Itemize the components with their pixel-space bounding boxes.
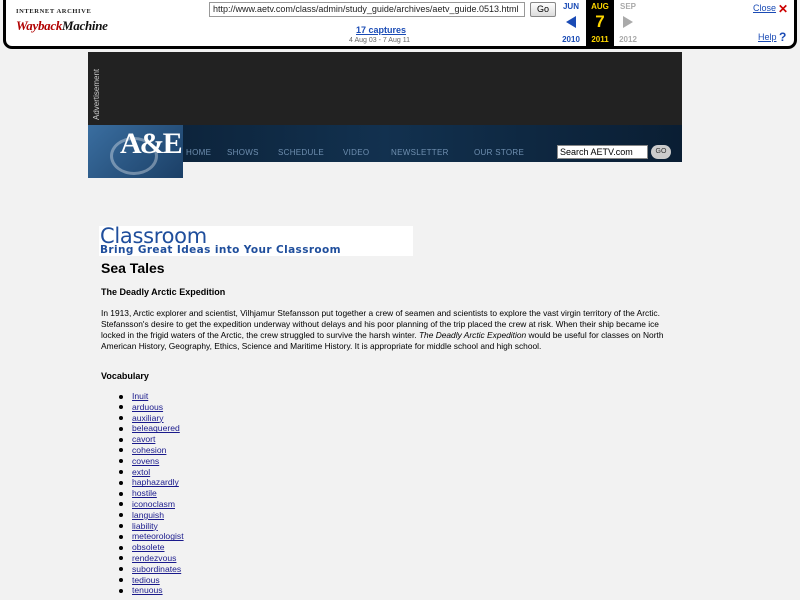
url-input[interactable]: http://www.aetv.com/class/admin/study_guide/archives/aetv_guide.0513.html xyxy=(209,2,525,17)
list-item xyxy=(118,467,184,478)
vocab-link[interactable]: beleaquered xyxy=(132,423,180,434)
vocab-link[interactable]: cavort xyxy=(132,434,156,445)
help-icon[interactable]: ? xyxy=(779,30,787,44)
list-item xyxy=(118,413,184,424)
page-title: Sea Tales xyxy=(101,260,165,276)
vocab-link[interactable]: auxiliary xyxy=(132,412,164,423)
nav-shows[interactable]: SHOWS xyxy=(227,148,259,157)
current-month-label: AUG xyxy=(591,2,609,11)
help-link[interactable]: Help xyxy=(758,32,777,42)
vocab-link[interactable]: extol xyxy=(132,466,151,477)
prev-month-nav[interactable] xyxy=(557,0,585,46)
vocab-link[interactable]: arduous xyxy=(132,401,164,412)
vocabulary-heading: Vocabulary xyxy=(101,371,149,381)
vocab-link[interactable]: tenuous xyxy=(132,585,163,596)
description-episode-italic: The Deadly Arctic Expedition xyxy=(418,330,527,340)
close-link[interactable]: Close xyxy=(753,3,777,13)
close-icon[interactable]: ✕ xyxy=(778,2,789,16)
list-item xyxy=(118,391,184,402)
list-item xyxy=(118,564,184,575)
vocab-link[interactable]: languish xyxy=(132,509,165,520)
list-item xyxy=(118,575,184,586)
list-item xyxy=(118,445,184,456)
classroom-banner xyxy=(99,226,413,256)
vocab-link[interactable]: cohesion xyxy=(132,444,167,455)
prev-month-label: JUN xyxy=(562,2,579,11)
wordmark-part-a: Wayback xyxy=(16,18,63,33)
prev-year-label[interactable]: 2010 xyxy=(562,35,580,44)
advertisement-label xyxy=(92,62,102,120)
list-item xyxy=(118,553,184,564)
episode-title: The Deadly Arctic Expedition xyxy=(101,287,226,297)
vocab-link[interactable]: meteorologist xyxy=(132,531,184,542)
vocab-link[interactable]: subordinates xyxy=(132,563,182,574)
vocab-link[interactable]: Inuit xyxy=(132,391,149,401)
episode-description xyxy=(101,308,666,352)
next-year-label: 2012 xyxy=(619,35,637,44)
description-part-b: would be useful for classes on North American History, Geography, Ethics, Science and Maritime History. It is appropriate for middle school and high school. xyxy=(101,330,664,351)
ae-logo[interactable] xyxy=(88,125,183,178)
list-item xyxy=(118,456,184,467)
list-item xyxy=(118,521,184,532)
search-input[interactable]: Search AETV.com xyxy=(557,145,648,159)
prev-arrow-icon[interactable] xyxy=(566,16,576,28)
list-item xyxy=(118,542,184,553)
list-item xyxy=(118,499,184,510)
next-arrow-icon xyxy=(623,16,633,28)
list-item xyxy=(118,488,184,499)
nav-our-store[interactable]: OUR STORE xyxy=(474,148,525,157)
advertisement-label-text: Advertisement xyxy=(92,68,101,120)
classroom-title: Classroom xyxy=(100,224,207,248)
logo-text: A&E xyxy=(120,127,181,160)
description-part-a: In 1913, Arctic explorer and scientist, Vilhjamur Stefansson put together a crew of seamen and scientists to explore the vast virgin territory of the Arctic. Stefansson's desire to get the expedition underway without delays and his poor planning of the trip placed the crew at risk. When their ship became ice locked in the frigid waters of the Arctic, the crew struggled to survive the harsh winter. xyxy=(101,308,660,340)
vocab-link[interactable]: haphazardly xyxy=(132,477,179,488)
vocab-link[interactable]: iconoclasm xyxy=(132,498,175,509)
list-item xyxy=(118,402,184,413)
list-item xyxy=(118,423,184,434)
vocab-link[interactable]: covens xyxy=(132,455,160,466)
search-go-button[interactable]: GO xyxy=(651,145,671,159)
nav-schedule[interactable]: SCHEDULE xyxy=(278,148,324,157)
vocabulary-list xyxy=(118,391,184,596)
wordmark-part-b: Machine xyxy=(62,18,108,33)
nav-newsletter[interactable]: NEWSLETTER xyxy=(391,148,449,157)
current-month xyxy=(586,0,614,46)
vocab-link[interactable]: obsolete xyxy=(132,542,165,553)
current-day: 7 xyxy=(595,12,605,31)
wayback-machine-wordmark xyxy=(16,18,108,34)
next-month-nav xyxy=(614,0,642,46)
next-month-label: SEP xyxy=(619,2,636,11)
go-button[interactable]: Go xyxy=(530,2,556,17)
list-item xyxy=(118,477,184,488)
list-item xyxy=(118,585,184,596)
list-item xyxy=(118,531,184,542)
vocab-link[interactable]: liability xyxy=(132,520,158,531)
internet-archive-label: INTERNET ARCHIVE xyxy=(16,8,92,15)
wayback-logo[interactable] xyxy=(14,8,108,38)
current-year-label: 2011 xyxy=(591,35,609,44)
vocab-link[interactable]: tedious xyxy=(132,574,160,585)
captures-link[interactable]: 17 captures xyxy=(356,25,407,35)
vocab-link[interactable]: rendezvous xyxy=(132,552,177,563)
nav-video[interactable]: VIDEO xyxy=(343,148,370,157)
nav-home[interactable]: HOME xyxy=(186,148,212,157)
list-item xyxy=(118,434,184,445)
list-item xyxy=(118,510,184,521)
capture-range: 4 Aug 03 - 7 Aug 11 xyxy=(349,37,410,44)
classroom-tagline: Bring Great Ideas into Your Classroom xyxy=(100,244,342,256)
vocab-link[interactable]: hostile xyxy=(132,488,157,499)
advertisement-banner[interactable] xyxy=(88,52,682,125)
